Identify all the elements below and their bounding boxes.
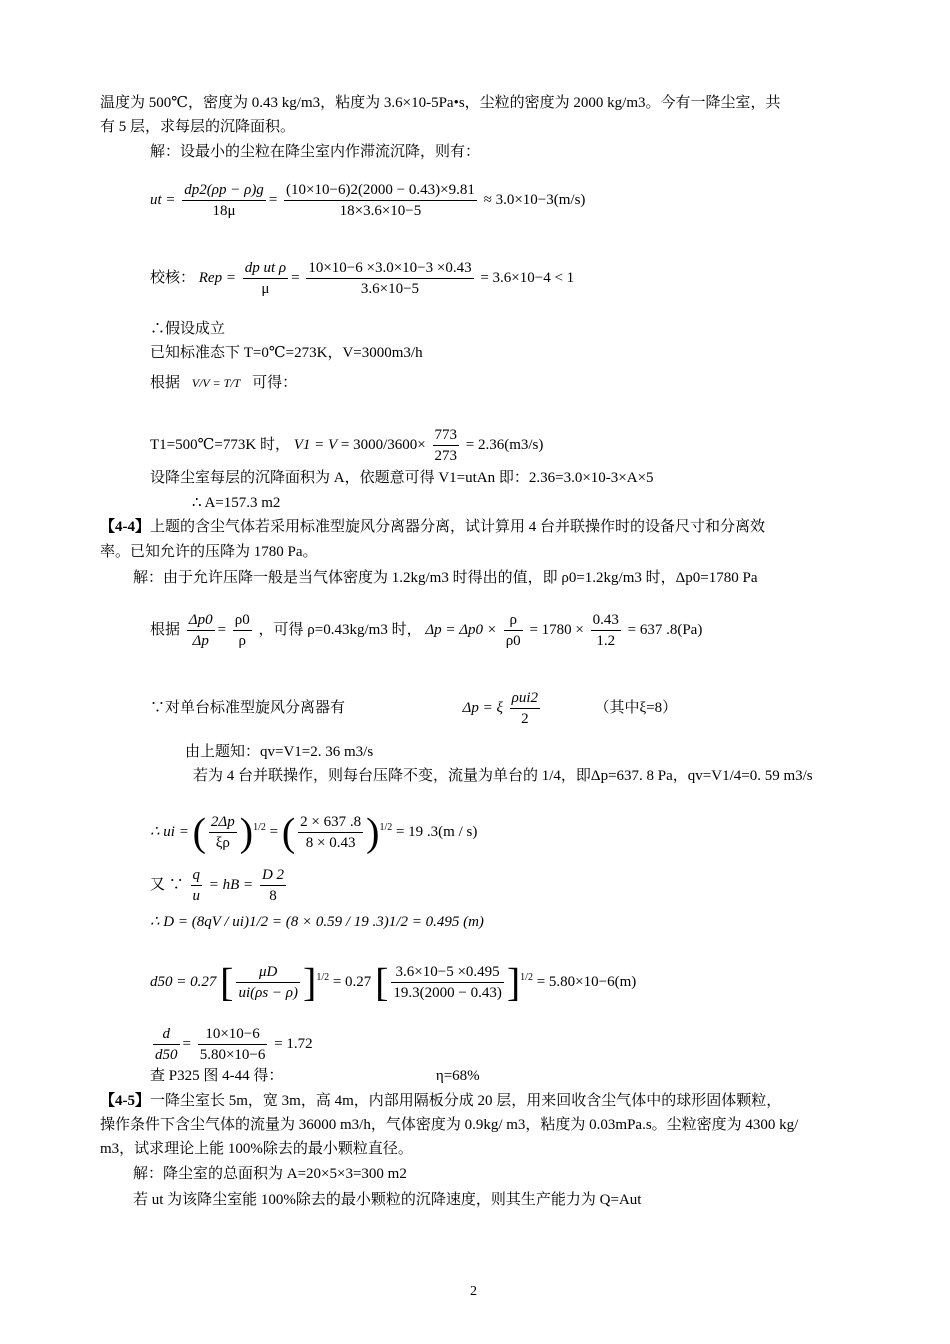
fraction: [233, 610, 252, 651]
eq-mid: = 3000/3600×: [340, 436, 426, 453]
denominator: 8: [269, 888, 277, 904]
standard-state-note: 已知标准态下 T=0℃=273K，V=3000m3/h: [150, 345, 423, 361]
fraction: [260, 865, 286, 906]
denominator: ρ0: [505, 633, 521, 649]
numerator: 773: [433, 425, 460, 446]
fraction: [187, 610, 215, 651]
eq-mid: = hB =: [208, 876, 254, 893]
gas-law-ratio: V/V = T/T: [191, 376, 241, 390]
paragraph-line: 有 5 层，求每层的沉降面积。: [100, 119, 296, 135]
denominator: 18μ: [212, 203, 236, 219]
solution-line: 解：降尘室的总面积为 A=20×5×3=300 m2: [133, 1166, 407, 1182]
fraction: [591, 610, 621, 651]
numerator: 0.43: [591, 610, 621, 631]
numerator: ρ: [504, 610, 523, 631]
problem-4-5-line: [100, 1090, 781, 1112]
efficiency-line: [150, 1065, 480, 1087]
numerator: (10×10−6)2(2000 − 0.43)×9.81: [284, 180, 477, 201]
numerator: μD: [236, 962, 300, 983]
equation-diameter-ratio: $\frac{d}{d50}$ = $\frac{10\times 10-6}{5.80\times 10-6}$ = 1.72: [155, 1026, 313, 1063]
problem-4-5-line: 操作条件下含尘气体的流量为 36000 m3/h，气体密度为 0.9kg/ m3，粘度为 0.03mPa.s。尘粒密度为 4300 kg/: [100, 1117, 799, 1133]
eq-rhs: = 1.72: [274, 1035, 313, 1052]
problem-4-4-line: [100, 516, 765, 538]
denominator: 273: [434, 448, 457, 464]
problem-tag: 【4-5】: [100, 1093, 150, 1109]
equation-cyclone: [150, 688, 677, 729]
eq-rhs: = 2.36(m3/s): [465, 436, 544, 453]
eq-lhs: ∴ ui =: [150, 823, 189, 840]
label: 根据: [150, 375, 181, 391]
solution-line: 由上题知：qv=V1=2. 36 m3/s: [185, 744, 374, 760]
numerator: 3.6×10−5 ×0.495: [391, 962, 503, 983]
label: 可得：: [252, 375, 298, 391]
numerator: d: [153, 1024, 180, 1045]
equation-reynolds-check: 校核： Rep = $\frac{\text{dp ut ρ}}{\mu}$ = $\frac{10\times 10-6 \times 3.0\times 10-3 \times 0.43}{3.6\times 10-5}$ = 3.6×10−4 < 1: [150, 260, 575, 297]
fraction: [510, 688, 540, 729]
denominator: 18×3.6×10−5: [339, 203, 422, 219]
problem-text: 一降尘室长 5m，宽 3m，高 4m，内部用隔板分成 20 层，用来回收含尘气体中的球形固体颗粒，: [150, 1093, 782, 1109]
numerator: q: [191, 865, 203, 886]
fraction: [391, 962, 503, 1003]
eq-lhs: d50 = 0.27: [150, 973, 217, 990]
label: 查 P325 图 4-44 得：: [150, 1068, 284, 1084]
denominator: ξρ: [215, 835, 230, 851]
problem-4-4-line: 率。已知允许的压降为 1780 Pa。: [100, 544, 318, 560]
label: ∵对单台标准型旋风分离器有: [150, 699, 346, 716]
fraction: [298, 812, 363, 853]
fraction: [504, 610, 523, 651]
denominator: 8 × 0.43: [305, 835, 356, 851]
eq-rhs: = 3.6×10−4 < 1: [480, 269, 575, 286]
paragraph-line: 温度为 500℃，密度为 0.43 kg/m3，粘度为 3.6×10-5Pa•s，尘粒的密度为 2000 kg/m3。今有一降尘室，共: [100, 95, 781, 111]
problem-4-5-line: m3，试求理论上能 100%除去的最小颗粒直径。: [100, 1141, 413, 1157]
fraction: [191, 865, 203, 906]
numerator: dp2(ρp − ρ)g: [182, 180, 266, 201]
denominator: ui(ρs − ρ): [238, 985, 298, 1001]
exponent: 1/2: [316, 971, 330, 983]
eq-rhs: = 637 .8(Pa): [627, 621, 703, 638]
solution-line: 若为 4 台并联操作，则每台压降不变，流量为单台的 1/4，即Δp=637. 8 Pa，qv=V1/4=0. 59 m3/s: [193, 768, 813, 784]
area-relation: 设降尘室每层的沉降面积为 A，依题意可得 V1=utAn 即：2.36=3.0×10-3×A×5: [150, 470, 654, 486]
numerator: 10×10−6: [198, 1024, 268, 1045]
exponent: 1/2: [379, 821, 393, 833]
fraction: [284, 180, 477, 221]
numerator: 10×10−6 ×3.0×10−3 ×0.43: [306, 258, 473, 279]
numerator: dp ut ρ: [243, 258, 288, 279]
eq-lhs: Δp = Δp0 ×: [425, 621, 497, 638]
eq-rhs: = 5.80×10−6(m): [536, 973, 637, 990]
numerator: 2 × 637 .8: [298, 812, 363, 833]
equation-inlet-velocity: ∴ ui = ( $\frac{2\Delta p}{\xi\rho}$ )$^{1/2}$ = ( $\frac{2 \times 637 .8}{8 \times 0.43}$ )$^{1/2}$ = 19 .3(m / s): [150, 809, 478, 855]
equation-cut-diameter: d50 = 0.27 [ $\frac{\mu D}{ui(\rho s - \rho)}$ ]$^{1/2}$ = 0.27 [ $\frac{3.6\times 10-5 \times 0.495}{19.3(2000 - 0.43)}$ ]$^{1/2}$ = 5.80×10−6(m): [150, 959, 637, 1005]
eq-lhs: ut =: [150, 191, 176, 208]
fraction: [209, 812, 237, 853]
numerator: 2Δp: [209, 812, 237, 833]
denominator: 2: [521, 711, 529, 727]
fraction: [306, 258, 473, 299]
eq-lhs: Δp = ξ: [462, 699, 503, 716]
numerator: ρui2: [510, 688, 540, 709]
eq-mid: = 1780 ×: [529, 621, 584, 638]
numerator: Δp0: [187, 610, 215, 631]
solution-line: 若 ut 为该降尘室能 100%除去的最小颗粒的沉降速度，则其生产能力为 Q=Aut: [133, 1192, 642, 1208]
eq-rhs: = 19 .3(m / s): [395, 823, 478, 840]
denominator: 19.3(2000 − 0.43): [393, 985, 502, 1001]
numerator: D 2: [260, 865, 286, 886]
eq-lhs: 又 ∵: [150, 876, 184, 893]
solution-intro: 解：设最小的尘粒在降尘室内作滞流沉降，则有：: [150, 144, 481, 160]
equation-diameter: ∴ D = (8qV / ui)1/2 = (8 × 0.59 / 19 .3)1/2 = 0.495 (m): [150, 914, 484, 930]
condition-label: T1=500℃=773K 时，: [150, 436, 290, 453]
label: （其中ξ=8）: [594, 699, 678, 716]
denominator: u: [192, 888, 201, 904]
equation-volume-flow: [150, 425, 543, 466]
fraction: [236, 962, 300, 1003]
exponent: 1/2: [253, 821, 266, 833]
page-number: 2: [470, 1284, 477, 1299]
eq-lhs: Rep =: [198, 269, 236, 286]
check-label: 校核：: [150, 269, 196, 286]
solution-line: 解：由于允许压降一般是当气体密度为 1.2kg/m3 时得出的值，即 ρ0=1.2kg/m3 时，Δp0=1780 Pa: [133, 570, 758, 586]
problem-tag: 【4-4】: [100, 519, 150, 535]
denominator: d50: [155, 1047, 178, 1063]
denominator: 5.80×10−6: [199, 1047, 266, 1063]
denominator: ρ: [238, 633, 247, 649]
eq-rhs: ≈ 3.0×10−3(m/s): [483, 191, 586, 208]
denominator: 1.2: [596, 633, 616, 649]
eq-mid: = 0.27: [332, 973, 372, 990]
equation-area-relation: [150, 865, 289, 906]
label: 根据: [150, 621, 181, 638]
denominator: 3.6×10−5: [360, 281, 420, 297]
fraction: [153, 1024, 180, 1065]
fraction: [243, 258, 288, 299]
area-result: ∴ A=157.3 m2: [192, 495, 281, 511]
exponent: 1/2: [520, 971, 533, 983]
equation-pressure-drop: 根据 $\frac{\Delta p0}{\Delta p}$ = $\frac{\rho 0}{\rho}$ ，可得 ρ=0.43kg/m3 时， Δp = Δp0 × $\frac{\rho}{\rho 0}$ = 1780 × $\frac{0.43}{1.2}$ = 637 .8(Pa): [150, 612, 703, 649]
gas-law-line: [150, 372, 297, 394]
eq-lhs: V1 = V: [293, 436, 338, 453]
efficiency-value: η=68%: [435, 1068, 480, 1084]
denominator: μ: [261, 281, 270, 297]
numerator: ρ0: [233, 610, 252, 631]
problem-text: 上题的含尘气体若采用标准型旋风分离器分离，试计算用 4 台并联操作时的设备尺寸和分离效: [150, 519, 766, 535]
label: ，可得 ρ=0.43kg/m3 时，: [258, 621, 422, 638]
fraction: [198, 1024, 268, 1065]
equation-settling-velocity: ut = $\frac{dp2(\rho p - \rho)g}{18\mu}$ = $\frac{(10\times 10-6)2(2000 - 0.43)\times 9.81}{18\times 3.6\times 10-5}$ ≈ 3.0×10−3(m/s): [150, 182, 586, 219]
fraction: [182, 180, 266, 221]
denominator: Δp: [192, 633, 209, 649]
fraction: [433, 425, 460, 466]
assumption-valid: ∴假设成立: [150, 321, 226, 337]
